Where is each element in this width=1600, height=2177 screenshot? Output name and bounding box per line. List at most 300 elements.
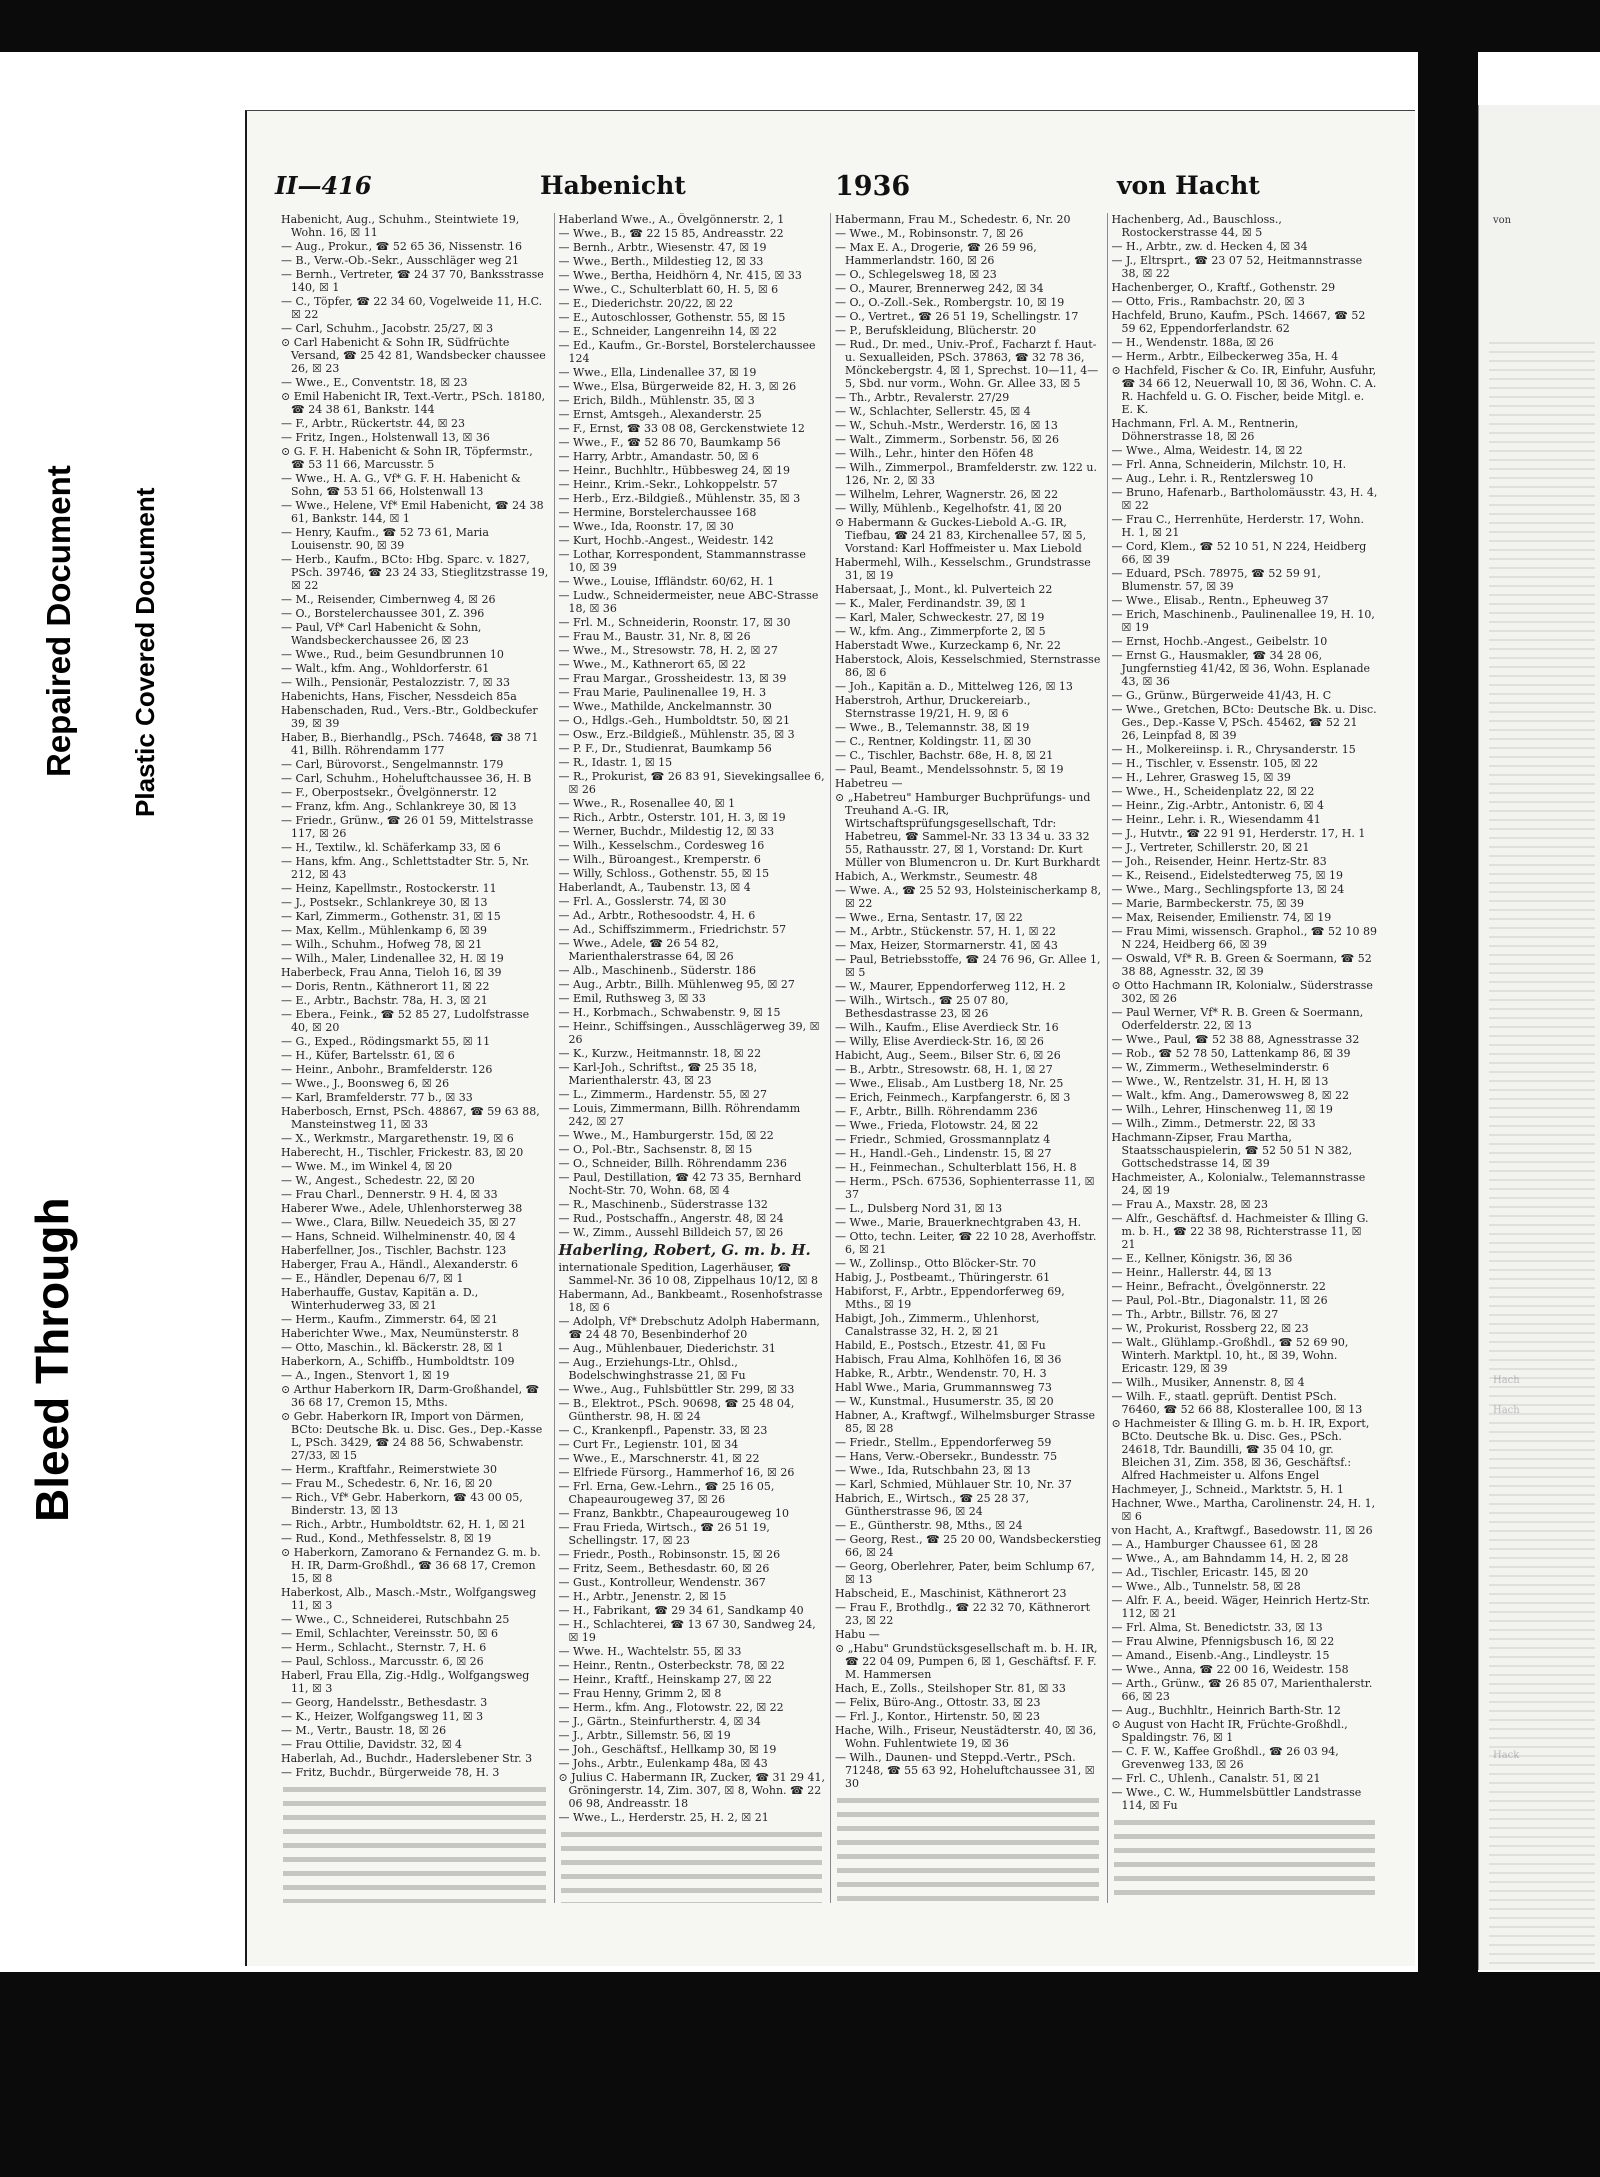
directory-entry: — Henry, Kaufm., ☎ 52 73 61, Maria Louisenstr. 90, ☒ 39 bbox=[281, 526, 489, 552]
directory-entry: — Paul, Destillation, ☎ 42 73 35, Bernhard Nocht-Str. 70, Wohn. 68, ☒ 4 bbox=[558, 1171, 802, 1197]
directory-entry: — Heinr., Rentn., Osterbeckstr. 78, ☒ 22 bbox=[558, 1659, 785, 1672]
label-plastic-covered-document: Plastic Covered Document bbox=[130, 487, 160, 817]
directory-entry: — Rich., Arbtr., Osterstr. 101, H. 3, ☒ 19 bbox=[558, 811, 786, 824]
directory-entry: — Wwe., Elisab., Am Lustberg 18, Nr. 25 bbox=[835, 1077, 1064, 1090]
directory-entry: — Frl. C., Uhlenh., Canalstr. 51, ☒ 21 bbox=[1111, 1772, 1321, 1785]
directory-entry: Habetreu — bbox=[835, 777, 903, 790]
directory-entry: — Wwe., Adele, ☎ 26 54 82, Marienthalerstrasse 64, ☒ 26 bbox=[558, 937, 734, 963]
directory-entry: — Frau Charl., Dennerstr. 9 H. 4, ☒ 33 bbox=[281, 1188, 498, 1201]
directory-entry: — Wwe., Louise, Iffländstr. 60/62, H. 1 bbox=[558, 575, 775, 588]
directory-entry: — Aug., Buchhltr., Heinrich Barth-Str. 12 bbox=[1111, 1704, 1341, 1717]
directory-entry: — E., Diederichstr. 20/22, ☒ 22 bbox=[558, 297, 734, 310]
directory-entry: — Arth., Grünw., ☎ 26 85 07, Marienthalerstr. 66, ☒ 23 bbox=[1111, 1677, 1373, 1703]
directory-entry: — Herm., Arbtr., Eilbeckerweg 35a, H. 4 bbox=[1111, 350, 1339, 363]
directory-entry: — O., Borstelerchaussee 301, Z. 396 bbox=[281, 607, 485, 620]
directory-entry: — Herm., Kaufm., Zimmerstr. 64, ☒ 21 bbox=[281, 1313, 498, 1326]
directory-entry: — Wwe., Frieda, Flotowstr. 24, ☒ 22 bbox=[835, 1119, 1039, 1132]
directory-entry: Habenschaden, Rud., Vers.-Btr., Goldbeckufer 39, ☒ 39 bbox=[281, 704, 538, 730]
directory-entry: ⊙ Hachfeld, Fischer & Co. IR, Einfuhr, Ausfuhr, ☎ 34 66 12, Neuerwall 10, ☒ 36, Wohn. C. A. R. Hachfeld u. G. O. Fischer, beide Mitgl. e. E. K. bbox=[1111, 364, 1377, 416]
directory-entry: — W., Zollinsp., Otto Blöcker-Str. 70 bbox=[835, 1257, 1036, 1270]
directory-entry: — Frl. Anna, Schneiderin, Milchstr. 10, H. bbox=[1111, 458, 1347, 471]
directory-entry: — Otto, techn. Leiter, ☎ 22 10 28, Averhoffstr. 6, ☒ 21 bbox=[835, 1230, 1097, 1256]
directory-entry: — C., Töpfer, ☎ 22 34 60, Vogelweide 11, H.C. ☒ 22 bbox=[281, 295, 543, 321]
directory-entry: Habiforst, F., Arbtr., Eppendorferweg 69, Mths., ☒ 19 bbox=[835, 1285, 1065, 1311]
directory-entry: — Max E. A., Drogerie, ☎ 26 59 96, Hammerlandstr. 160, ☒ 26 bbox=[835, 241, 1037, 267]
directory-entry: Haberkost, Alb., Masch.-Mstr., Wolfgangsweg 11, ☒ 3 bbox=[281, 1586, 537, 1612]
directory-entry: — Wilh., Kaufm., Elise Averdieck Str. 16 bbox=[835, 1021, 1059, 1034]
directory-entry: — Paul Werner, Vf* R. B. Green & Soermann, Oderfelderstr. 22, ☒ 13 bbox=[1111, 1006, 1364, 1032]
directory-entry: — Frau F., Brothdlg., ☎ 22 32 70, Käthnerort 23, ☒ 22 bbox=[835, 1601, 1091, 1627]
directory-entry: Hachmeister, A., Kolonialw., Telemannstrasse 24, ☒ 19 bbox=[1111, 1171, 1366, 1197]
directory-entry: — F., Arbtr., Rückertstr. 44, ☒ 23 bbox=[281, 417, 465, 430]
directory-entry: — Wwe., C., Schulterblatt 60, H. 5, ☒ 6 bbox=[558, 283, 779, 296]
directory-entry: — Marie, Barmbeckerstr. 75, ☒ 39 bbox=[1111, 897, 1305, 910]
directory-entry: Haberstadt Wwe., Kurzeckamp 6, Nr. 22 bbox=[835, 639, 1061, 652]
directory-entry: Haberfellner, Jos., Tischler, Bachstr. 123 bbox=[281, 1244, 507, 1257]
directory-entry: — W., Schuh.-Mstr., Werderstr. 16, ☒ 13 bbox=[835, 419, 1058, 432]
directory-entry: — Erich, Feinmech., Karpfangerstr. 6, ☒ 3 bbox=[835, 1091, 1071, 1104]
directory-entry: Habrich, E., Wirtsch., ☎ 25 28 37, Güntherstrasse 96, ☒ 24 bbox=[835, 1492, 1030, 1518]
directory-entry: — Karl, Schmied, Mühlauer Str. 10, Nr. 37 bbox=[835, 1478, 1072, 1491]
directory-entry: — Wilh., Pensionär, Pestalozzistr. 7, ☒ 33 bbox=[281, 676, 510, 689]
directory-entry: — Wwe., F., ☎ 52 86 70, Baumkamp 56 bbox=[558, 436, 781, 449]
directory-entry: — Wwe., L., Herderstr. 25, H. 2, ☒ 21 bbox=[558, 1811, 769, 1824]
directory-entry: — Wilh. F., staatl. geprüft. Dentist PSch. 76460, ☎ 52 66 88, Klosterallee 100, ☒ 13 bbox=[1111, 1390, 1363, 1416]
directory-entry: — W., Schlachter, Sellerstr. 45, ☒ 4 bbox=[835, 405, 1031, 418]
directory-entry: — Wwe., Rud., beim Gesundbrunnen 10 bbox=[281, 648, 504, 661]
directory-entry: — H., Arbtr., Jenenstr. 2, ☒ 15 bbox=[558, 1590, 727, 1603]
adjacent-page-lines bbox=[1489, 335, 1595, 1970]
directory-entry: — Frl. Erna, Gew.-Lehrn., ☎ 25 16 05, Chapeaurougeweg 37, ☒ 26 bbox=[558, 1480, 775, 1506]
directory-entry: — Paul, Beamt., Mendelssohnstr. 5, ☒ 19 bbox=[835, 763, 1064, 776]
entry-columns bbox=[277, 213, 1383, 1903]
directory-entry: — Wwe., Ella, Lindenallee 37, ☒ 19 bbox=[558, 366, 757, 379]
directory-entry: — Rich., Arbtr., Humboldtstr. 62, H. 1, ☒ 21 bbox=[281, 1518, 527, 1531]
directory-entry: — W., Angest., Schedestr. 22, ☒ 20 bbox=[281, 1174, 475, 1187]
directory-entry: — Heinr., Zig.-Arbtr., Antonistr. 6, ☒ 4 bbox=[1111, 799, 1324, 812]
directory-entry: — Eduard, PSch. 78975, ☎ 52 59 91, Blumenstr. 57, ☒ 39 bbox=[1111, 567, 1321, 593]
directory-entry: — J., Postsekr., Schlankreye 30, ☒ 13 bbox=[281, 896, 488, 909]
directory-entry: — E., Güntherstr. 98, Mths., ☒ 24 bbox=[835, 1519, 1023, 1532]
directory-entry: — E., Arbtr., Bachstr. 78a, H. 3, ☒ 21 bbox=[281, 994, 488, 1007]
directory-entry: — Karl, Bramfelderstr. 77 b., ☒ 33 bbox=[281, 1091, 473, 1104]
directory-entry: — Max, Heizer, Stormarnerstr. 41, ☒ 43 bbox=[835, 939, 1058, 952]
directory-entry: — Elfriede Fürsorg., Hammerhof 16, ☒ 26 bbox=[558, 1466, 795, 1479]
directory-entry: — C., Tischler, Bachstr. 68e, H. 8, ☒ 21 bbox=[835, 749, 1054, 762]
directory-entry: — Amand., Eisenb.-Ang., Lindleystr. 15 bbox=[1111, 1649, 1330, 1662]
directory-entry: — Aug., Prokur., ☎ 52 65 36, Nissenstr. 16 bbox=[281, 240, 522, 253]
directory-entry: — Hans, Verw.-Obersekr., Bundesstr. 75 bbox=[835, 1450, 1058, 1463]
directory-entry: — Wilh., Maler, Lindenallee 32, H. ☒ 19 bbox=[281, 952, 504, 965]
directory-entry: Haberling, Robert, G. m. b. H. bbox=[558, 1241, 811, 1259]
adjacent-page-text: von bbox=[1493, 215, 1512, 226]
directory-entry: — W., Zimm., Aussehl Billdeich 57, ☒ 26 bbox=[558, 1226, 784, 1239]
directory-entry: — Bernh., Vertreter, ☎ 24 37 70, Banksstrasse 140, ☒ 1 bbox=[281, 268, 544, 294]
directory-entry: — Friedr., Stellm., Eppendorferweg 59 bbox=[835, 1436, 1052, 1449]
directory-entry: — Wwe., W., Rentzelstr. 31, H. H, ☒ 13 bbox=[1111, 1075, 1329, 1088]
directory-entry: — Willy, Mühlenb., Kegelhofstr. 41, ☒ 20 bbox=[835, 502, 1062, 515]
directory-entry: — Wwe., E., Marschnerstr. 41, ☒ 22 bbox=[558, 1452, 760, 1465]
directory-entry: — W., Maurer, Eppendorferweg 112, H. 2 bbox=[835, 980, 1066, 993]
directory-entry: — A., Hamburger Chaussee 61, ☒ 28 bbox=[1111, 1538, 1318, 1551]
directory-entry: — Doris, Rentn., Käthnerort 11, ☒ 22 bbox=[281, 980, 490, 993]
directory-entry: — Frau Mimi, wissensch. Graphol., ☎ 52 10 89 N 224, Heidberg 66, ☒ 39 bbox=[1111, 925, 1377, 951]
directory-entry: — E., Schneider, Langenreihn 14, ☒ 22 bbox=[558, 325, 777, 338]
directory-entry: — Fritz, Seem., Bethesdastr. 60, ☒ 26 bbox=[558, 1562, 770, 1575]
directory-entry: — Walt., kfm. Ang., Damerowsweg 8, ☒ 22 bbox=[1111, 1089, 1350, 1102]
directory-entry: — Paul, Betriebsstoffe, ☎ 24 76 96, Gr. Allee 1, ☒ 5 bbox=[835, 953, 1101, 979]
directory-entry: — F., Oberpostsekr., Övelgönnerstr. 12 bbox=[281, 786, 497, 799]
directory-entry: — Aug., Erziehungs-Ltr., Ohlsd., Bodelschwinghstrasse 21, ☒ Fu bbox=[558, 1356, 746, 1382]
directory-entry: — Walt., Glühlamp.-Großhdl., ☎ 52 69 90, Winterh. Marktpl. 10, ht., ☒ 39, Wohn. Ericastr. 129, ☒ 39 bbox=[1111, 1336, 1349, 1375]
directory-entry: — Georg, Handelsstr., Bethesdastr. 3 bbox=[281, 1696, 488, 1709]
directory-entry: Haberlandt, A., Taubenstr. 13, ☒ 4 bbox=[558, 881, 751, 894]
label-bleed-through: Bleed Through bbox=[26, 1197, 78, 1522]
directory-entry: — Ludw., Schneidermeister, neue ABC-Strasse 18, ☒ 36 bbox=[558, 589, 819, 615]
directory-entry: — H., Tischler, v. Essenstr. 105, ☒ 22 bbox=[1111, 757, 1319, 770]
directory-entry: Habenicht, Aug., Schuhm., Steintwiete 19, Wohn. 16, ☒ 11 bbox=[281, 213, 520, 239]
directory-entry: — Willy, Elise Averdieck-Str. 16, ☒ 26 bbox=[835, 1035, 1044, 1048]
directory-entry: — Wwe., Alb., Tunnelstr. 58, ☒ 28 bbox=[1111, 1580, 1301, 1593]
directory-entry: — Fritz, Buchdr., Bürgerweide 78, H. 3 bbox=[281, 1766, 500, 1779]
directory-entry: — Heinr., Befracht., Övelgönnerstr. 22 bbox=[1111, 1280, 1326, 1293]
directory-entry: — Th., Arbtr., Billstr. 76, ☒ 27 bbox=[1111, 1308, 1279, 1321]
directory-entry: — Max, Kellm., Mühlenkamp 6, ☒ 39 bbox=[281, 924, 487, 937]
directory-entry: — O., Maurer, Brennerweg 242, ☒ 34 bbox=[835, 282, 1044, 295]
directory-entry: ⊙ August von Hacht IR, Früchte-Großhdl., Spaldingstr. 76, ☒ 1 bbox=[1111, 1718, 1348, 1744]
directory-entry: — Ad., Schiffszimmerm., Friedrichstr. 57 bbox=[558, 923, 787, 936]
directory-entry: — M., Arbtr., Stückenstr. 57, H. 1, ☒ 22 bbox=[835, 925, 1056, 938]
directory-entry: — Wwe., M., Kathnerort 65, ☒ 22 bbox=[558, 658, 746, 671]
page-header bbox=[275, 171, 1385, 205]
directory-entry: Habscheid, E., Maschinist, Käthnerort 23 bbox=[835, 1587, 1067, 1600]
directory-entry: — W., Prokurist, Rossberg 22, ☒ 23 bbox=[1111, 1322, 1309, 1335]
directory-entry: — Hans, Schneid. Wilhelminenstr. 40, ☒ 4 bbox=[281, 1230, 516, 1243]
directory-entry: — Wwe., Alma, Weidestr. 14, ☒ 22 bbox=[1111, 444, 1303, 457]
directory-entry: — Friedr., Posth., Robinsonstr. 15, ☒ 26 bbox=[558, 1548, 781, 1561]
directory-entry: — Otto, Fris., Rambachstr. 20, ☒ 3 bbox=[1111, 295, 1305, 308]
column-2 bbox=[554, 213, 831, 1903]
directory-entry: — H., Feinmechan., Schulterblatt 156, H. 8 bbox=[835, 1161, 1077, 1174]
directory-entry: — Ad., Arbtr., Rothesoodstr. 4, H. 6 bbox=[558, 909, 756, 922]
page-title: Habenicht bbox=[540, 171, 686, 200]
directory-entry: — Georg, Oberlehrer, Pater, beim Schlump 67, ☒ 13 bbox=[835, 1560, 1095, 1586]
directory-entry: — Frau Frieda, Wirtsch., ☎ 26 51 19, Schellingstr. 17, ☒ 23 bbox=[558, 1521, 770, 1547]
directory-entry: ⊙ Gebr. Haberkorn IR, Import von Därmen, BCto: Deutsche Bk. u. Disc. Ges., Dep.-Kasse L, PSch. 3429, ☎ 24 88 56, Schwabenstr. 27/33, ☒ 15 bbox=[281, 1410, 543, 1462]
directory-entry: — Lothar, Korrespondent, Stammannstrasse 10, ☒ 39 bbox=[558, 548, 806, 574]
directory-entry: — H., Fabrikant, ☎ 29 34 61, Sandkamp 40 bbox=[558, 1604, 804, 1617]
directory-entry: ⊙ Hachmeister & Illing G. m. b. H. IR, Export, BCto. Deutsche Bk. u. Disc. Ges., PSch. 24618, Tdr. Baundilli, ☎ 35 04 10, gr. Bleichen 31, Zim. 358, ☒ 36, Geschäftsf.: Alfred Hachmeister u. Alfons Engel bbox=[1111, 1417, 1370, 1482]
directory-entry: — Wwe., C. W., Hummelsbüttler Landstrasse 114, ☒ Fu bbox=[1111, 1786, 1362, 1812]
directory-entry: — H., Schlachterei, ☎ 13 67 30, Sandweg 24, ☒ 19 bbox=[558, 1618, 816, 1644]
directory-entry: — Wwe., Berth., Mildestieg 12, ☒ 33 bbox=[558, 255, 764, 268]
directory-entry: — Georg, Rest., ☎ 25 20 00, Wandsbeckerstieg 66, ☒ 24 bbox=[835, 1533, 1102, 1559]
directory-entry: — Th., Arbtr., Revalerstr. 27/29 bbox=[835, 391, 1010, 404]
directory-entry: — Wwe., H. A. G., Vf* G. F. H. Habenicht & Sohn, ☎ 53 51 66, Holstenwall 13 bbox=[281, 472, 521, 498]
page-range: von Hacht bbox=[1117, 171, 1260, 200]
label-repaired-document: Repaired Document bbox=[40, 465, 77, 777]
directory-entry: ⊙ „Habetreu" Hamburger Buchprüfungs- und Treuhand A.-G. IR, Wirtschaftsprüfungsgesellschaft, Tdr: Habetreu, ☎ Sammel-Nr. 33 13 34 u. 33 32 55, Rathausstr. 27, ☒ 1, Vorstand: Dr. Kurt Müller von Blumencron u. Dr. Kurt Burkhardt bbox=[835, 791, 1101, 869]
directory-entry: — Wwe., Marie, Brauerknechtgraben 43, H. bbox=[835, 1216, 1082, 1229]
directory-entry: — Oswald, Vf* R. B. Green & Soermann, ☎ 52 38 88, Agnesstr. 32, ☒ 39 bbox=[1111, 952, 1372, 978]
directory-entry: — Johs., Arbtr., Eulenkamp 48a, ☒ 43 bbox=[558, 1757, 768, 1770]
directory-entry: — Wilh., Zimmerpol., Bramfelderstr. zw. 122 u. 126, Nr. 2, ☒ 33 bbox=[835, 461, 1098, 487]
directory-entry: — Wilh., Daunen- und Steppd.-Vertr., PSch. 71248, ☎ 55 63 92, Hoheluftchaussee 31, ☒ 30 bbox=[835, 1751, 1095, 1790]
directory-entry: — Joh., Reisender, Heinr. Hertz-Str. 83 bbox=[1111, 855, 1327, 868]
directory-entry: Habermehl, Wilh., Kesselschm., Grundstrasse 31, ☒ 19 bbox=[835, 556, 1091, 582]
directory-entry: — O., Schlegelsweg 18, ☒ 23 bbox=[835, 268, 997, 281]
directory-entry: — Carl, Schuhm., Jacobstr. 25/27, ☒ 3 bbox=[281, 322, 494, 335]
directory-entry: — Wwe., Ida, Rutschbahn 23, ☒ 13 bbox=[835, 1464, 1031, 1477]
directory-entry: — Rich., Vf* Gebr. Haberkorn, ☎ 43 00 05, Binderstr. 13, ☒ 13 bbox=[281, 1491, 523, 1517]
directory-entry: — K., Reisend., Eidelstedterweg 75, ☒ 19 bbox=[1111, 869, 1344, 882]
directory-entry: — R., Maschinenb., Süderstrasse 132 bbox=[558, 1198, 768, 1211]
directory-entry: — O., Pol.-Btr., Sachsenstr. 8, ☒ 15 bbox=[558, 1143, 753, 1156]
directory-entry: Hachenberger, O., Kraftf., Gothenstr. 29 bbox=[1111, 281, 1336, 294]
directory-entry: — J., Hutvtr., ☎ 22 91 91, Herderstr. 17, H. 1 bbox=[1111, 827, 1366, 840]
directory-entry: — H., Lehrer, Grasweg 15, ☒ 39 bbox=[1111, 771, 1291, 784]
scan-border-top bbox=[0, 0, 1600, 52]
directory-entry: Habig, J., Postbeamt., Thüringerstr. 61 bbox=[835, 1271, 1051, 1284]
directory-entry: — Frl. M., Schneiderin, Roonstr. 17, ☒ 30 bbox=[558, 616, 791, 629]
scan-gutter bbox=[1418, 0, 1478, 2177]
directory-entry: — Wwe., Gretchen, BCto: Deutsche Bk. u. Disc. Ges., Dep.-Kasse V, PSch. 45462, ☎ 52 21 26, Leinpfad 8, ☒ 39 bbox=[1111, 703, 1377, 742]
directory-entry: — Wilh., Kesselschm., Cordesweg 16 bbox=[558, 839, 765, 852]
directory-entry: — Bruno, Hafenarb., Bartholomäusstr. 43, H. 4, ☒ 22 bbox=[1111, 486, 1378, 512]
directory-entry: — P. F., Dr., Studienrat, Baumkamp 56 bbox=[558, 742, 772, 755]
directory-entry: — Heinr., Krim.-Sekr., Lohkoppelstr. 57 bbox=[558, 478, 778, 491]
directory-entry: — H., Arbtr., zw. d. Hecken 4, ☒ 34 bbox=[1111, 240, 1308, 253]
directory-entry: — Ebera., Feink., ☎ 52 85 27, Ludolfstrasse 40, ☒ 20 bbox=[281, 1008, 530, 1034]
page-year: 1936 bbox=[835, 171, 911, 202]
directory-entry: — Cord, Klem., ☎ 52 10 51, N 224, Heidberg 66, ☒ 39 bbox=[1111, 540, 1367, 566]
directory-entry: — X., Werkmstr., Margarethenstr. 19, ☒ 6 bbox=[281, 1132, 514, 1145]
directory-entry: — Joh., Geschäftsf., Hellkamp 30, ☒ 19 bbox=[558, 1743, 777, 1756]
directory-entry: — Wwe., Erna, Sentastr. 17, ☒ 22 bbox=[835, 911, 1023, 924]
directory-entry: von Hacht, A., Kraftwgf., Basedowstr. 11, ☒ 26 bbox=[1111, 1524, 1373, 1537]
directory-entry: — Herm., PSch. 67536, Sophienterrasse 11, ☒ 37 bbox=[835, 1175, 1095, 1201]
directory-entry: — Heinr., Hallerstr. 44, ☒ 13 bbox=[1111, 1266, 1272, 1279]
directory-entry: — W., kfm. Ang., Zimmerpforte 2, ☒ 5 bbox=[835, 625, 1046, 638]
directory-entry: ⊙ Julius C. Habermann IR, Zucker, ☎ 31 29 41, Gröningerstr. 14, Zim. 307, ☒ 8, Wohn. ☎ 22 06 98, Andreasstr. 18 bbox=[558, 1771, 826, 1810]
directory-entry: Haber, B., Bierhandlg., PSch. 74648, ☎ 38 71 41, Billh. Röhrendamm 177 bbox=[281, 731, 539, 757]
directory-entry: — E., Kellner, Königstr. 36, ☒ 36 bbox=[1111, 1252, 1293, 1265]
directory-entry: — H., Korbmach., Schwabenstr. 9, ☒ 15 bbox=[558, 1006, 781, 1019]
directory-entry: — F., Arbtr., Billh. Röhrendamm 236 bbox=[835, 1105, 1038, 1118]
directory-entry: — H., Wendenstr. 188a, ☒ 26 bbox=[1111, 336, 1274, 349]
directory-entry: Habu — bbox=[835, 1628, 880, 1641]
directory-entry: — Wwe., Elisab., Rentn., Epheuweg 37 bbox=[1111, 594, 1329, 607]
directory-entry: — O., Schneider, Billh. Röhrendamm 236 bbox=[558, 1157, 787, 1170]
directory-entry: — Wwe., M., Stresowstr. 78, H. 2, ☒ 27 bbox=[558, 644, 778, 657]
directory-entry: — Herm., Schlacht., Sternstr. 7, H. 6 bbox=[281, 1641, 487, 1654]
directory-entry: — Wwe., B., ☎ 22 15 85, Andreasstr. 22 bbox=[558, 227, 784, 240]
directory-entry: — Ad., Tischler, Ericastr. 145, ☒ 20 bbox=[1111, 1566, 1309, 1579]
directory-entry: — Wwe., M., Robinsonstr. 7, ☒ 26 bbox=[835, 227, 1024, 240]
directory-entry: — Frau Margar., Grossheidestr. 13, ☒ 39 bbox=[558, 672, 787, 685]
directory-entry: — B., Elektrot., PSch. 90698, ☎ 25 48 04, Güntherstr. 98, H. ☒ 24 bbox=[558, 1397, 795, 1423]
directory-entry: ⊙ „Habu" Grundstücksgesellschaft m. b. H. IR, ☎ 22 04 09, Pumpen 6, ☒ 1, Geschäftsf. F. F. M. Hammersen bbox=[835, 1642, 1098, 1681]
directory-entry: — H., Handl.-Geh., Lindenstr. 15, ☒ 27 bbox=[835, 1147, 1052, 1160]
directory-entry: — Walt., kfm. Ang., Wohldorferstr. 61 bbox=[281, 662, 490, 675]
column-3 bbox=[830, 213, 1107, 1903]
directory-entry: — Kurt, Hochb.-Angest., Weidestr. 142 bbox=[558, 534, 774, 547]
directory-entry: — R., Idastr. 1, ☒ 15 bbox=[558, 756, 673, 769]
directory-entry: — Franz, Bankbtr., Chapeaurougeweg 10 bbox=[558, 1507, 789, 1520]
directory-entry: — K., Heizer, Wolfgangsweg 11, ☒ 3 bbox=[281, 1710, 484, 1723]
directory-entry: Habicht, Aug., Seem., Bilser Str. 6, ☒ 26 bbox=[835, 1049, 1061, 1062]
directory-entry: ⊙ Otto Hachmann IR, Kolonialw., Süderstrasse 302, ☒ 26 bbox=[1111, 979, 1373, 1005]
directory-entry: — K., Kurzw., Heitmannstr. 18, ☒ 22 bbox=[558, 1047, 762, 1060]
directory-entry: Hachmann-Zipser, Frau Martha, Staatsschauspielerin, ☎ 52 50 51 N 382, Gottschedstrasse 14, ☒ 39 bbox=[1111, 1131, 1353, 1170]
directory-entry: — Ernst G., Hausmakler, ☎ 34 28 06, Jungfernstieg 41/42, ☒ 36, Wohn. Esplanade 43, ☒ 36 bbox=[1111, 649, 1371, 688]
directory-entry: — Rob., ☎ 52 78 50, Lattenkamp 86, ☒ 39 bbox=[1111, 1047, 1351, 1060]
directory-entry: Haberger, Frau A., Händl., Alexanderstr. 6 bbox=[281, 1258, 519, 1271]
directory-entry: — Frl. J., Kontor., Hirtenstr. 50, ☒ 23 bbox=[835, 1710, 1040, 1723]
directory-entry: — Friedr., Schmied, Grossmannplatz 4 bbox=[835, 1133, 1051, 1146]
directory-entry: Habisch, Frau Alma, Kohlhöfen 16, ☒ 36 bbox=[835, 1353, 1062, 1366]
directory-entry: ⊙ Arthur Haberkorn IR, Darm-Großhandel, ☎ 36 68 17, Cremon 15, Mths. bbox=[281, 1383, 540, 1409]
directory-entry: — Heinr., Lehr. i. R., Wiesendamm 41 bbox=[1111, 813, 1321, 826]
adjacent-page-edge bbox=[1478, 105, 1600, 1970]
directory-entry: — Emil, Schlachter, Vereinsstr. 50, ☒ 6 bbox=[281, 1627, 498, 1640]
directory-entry: Haberer Wwe., Adele, Uhlenhorsterweg 38 bbox=[281, 1202, 523, 1215]
directory-entry: Habersaat, J., Mont., kl. Pulverteich 22 bbox=[835, 583, 1053, 596]
directory-entry: — Wwe., Paul, ☎ 52 38 88, Agnesstrasse 32 bbox=[1111, 1033, 1360, 1046]
directory-entry: Hachfeld, Bruno, Kaufm., PSch. 14667, ☎ 52 59 62, Eppendorferlandstr. 62 bbox=[1111, 309, 1366, 335]
directory-entry: — Paul, Vf* Carl Habenicht & Sohn, Wandsbeckerchaussee 26, ☒ 23 bbox=[281, 621, 482, 647]
directory-entry: — Wwe., Helene, Vf* Emil Habenicht, ☎ 24 38 61, Bankstr. 144, ☒ 1 bbox=[281, 499, 544, 525]
directory-entry: — Gust., Kontrolleur, Wendenstr. 367 bbox=[558, 1576, 766, 1589]
directory-entry: — Heinr., Buchhltr., Hübbesweg 24, ☒ 19 bbox=[558, 464, 790, 477]
directory-entry: — Wilh., Lehrer, Hinschenweg 11, ☒ 19 bbox=[1111, 1103, 1333, 1116]
directory-entry: — Carl, Bürovorst., Sengelmannstr. 179 bbox=[281, 758, 504, 771]
directory-entry: — Wilh., Zimm., Detmerstr. 22, ☒ 33 bbox=[1111, 1117, 1316, 1130]
directory-entry: Habermann, Ad., Bankbeamt., Rosenhofstrasse 18, ☒ 6 bbox=[558, 1288, 823, 1314]
directory-entry: — Wwe., Bertha, Heidhörn 4, Nr. 415, ☒ 33 bbox=[558, 269, 802, 282]
directory-entry: Haberland Wwe., A., Övelgönnerstr. 2, 1 bbox=[558, 213, 785, 226]
directory-entry: — Herm., kfm. Ang., Flotowstr. 22, ☒ 22 bbox=[558, 1701, 784, 1714]
directory-entry: — W., Kunstmal., Husumerstr. 35, ☒ 20 bbox=[835, 1395, 1054, 1408]
directory-entry: — Aug., Mühlenbauer, Diederichstr. 31 bbox=[558, 1342, 776, 1355]
directory-entry: — Wwe., Aug., Fuhlsbüttler Str. 299, ☒ 33 bbox=[558, 1383, 795, 1396]
directory-entry: internationale Spedition, Lagerhäuser, ☎ Sammel-Nr. 36 10 08, Zippelhaus 10/12, ☒ 8 bbox=[558, 1261, 819, 1287]
directory-entry: — L., Zimmerm., Hardenstr. 55, ☒ 27 bbox=[558, 1088, 768, 1101]
directory-entry: — G., Grünw., Bürgerweide 41/43, H. C bbox=[1111, 689, 1332, 702]
directory-entry: — H., Textilw., kl. Schäferkamp 33, ☒ 6 bbox=[281, 841, 501, 854]
directory-entry: — Herb., Erz.-Bildgieß., Mühlenstr. 35, ☒ 3 bbox=[558, 492, 801, 505]
directory-entry: — Wwe., Anna, ☎ 22 00 16, Weidestr. 158 bbox=[1111, 1663, 1349, 1676]
directory-entry: — Adolph, Vf* Drebschutz Adolph Habermann, ☎ 24 48 70, Besenbinderhof 20 bbox=[558, 1315, 820, 1341]
directory-entry: — Wilh., Musiker, Annenstr. 8, ☒ 4 bbox=[1111, 1376, 1305, 1389]
directory-entry: — L., Dulsberg Nord 31, ☒ 13 bbox=[835, 1202, 1003, 1215]
directory-entry: Habigt, Joh., Zimmerm., Uhlenhorst, Canalstrasse 32, H. 2, ☒ 21 bbox=[835, 1312, 1040, 1338]
column-4 bbox=[1107, 213, 1384, 1903]
directory-entry: — Wwe., Mathilde, Anckelmannstr. 30 bbox=[558, 700, 772, 713]
directory-entry: — Wwe., Marg., Sechlingspforte 13, ☒ 24 bbox=[1111, 883, 1345, 896]
directory-entry: — Herb., Kaufm., BCto: Hbg. Sparc. v. 1827, PSch. 39746, ☎ 23 24 33, Stieglitzstrasse 19, ☒ 22 bbox=[281, 553, 549, 592]
directory-entry: — C., Krankenpfl., Papenstr. 33, ☒ 23 bbox=[558, 1424, 768, 1437]
directory-entry: Hachenberg, Ad., Bauschloss., Rostockerstrasse 44, ☒ 5 bbox=[1111, 213, 1282, 239]
directory-entry: — Wwe., C., Schneiderei, Rutschbahn 25 bbox=[281, 1613, 510, 1626]
directory-entry: — Wilh., Schuhm., Hofweg 78, ☒ 21 bbox=[281, 938, 483, 951]
directory-entry: Haberl, Frau Ella, Zig.-Hdlg., Wolfgangsweg 11, ☒ 3 bbox=[281, 1669, 530, 1695]
directory-entry: — Heinz, Kapellmstr., Rostockerstr. 11 bbox=[281, 882, 497, 895]
directory-entry: — Alb., Maschinenb., Süderstr. 186 bbox=[558, 964, 756, 977]
directory-entry: — C. F. W., Kaffee Großhdl., ☎ 26 03 94, Grevenweg 133, ☒ 26 bbox=[1111, 1745, 1339, 1771]
directory-entry: — O., Vertret., ☎ 26 51 19, Schellingstr. 17 bbox=[835, 310, 1079, 323]
directory-entry: Haberstock, Alois, Kesselschmied, Sternstrasse 86, ☒ 6 bbox=[835, 653, 1101, 679]
directory-entry: ⊙ G. F. H. Habenicht & Sohn IR, Töpfermstr., ☎ 53 11 66, Marcusstr. 5 bbox=[281, 445, 533, 471]
directory-entry: — Frau C., Herrenhüte, Herderstr. 17, Wohn. H. 1, ☒ 21 bbox=[1111, 513, 1364, 539]
directory-entry: Habke, R., Arbtr., Wendenstr. 70, H. 3 bbox=[835, 1367, 1047, 1380]
directory-entry: — Frl. A., Gosslerstr. 74, ☒ 30 bbox=[558, 895, 727, 908]
directory-entry: — Frl. Alma, St. Benedictstr. 33, ☒ 13 bbox=[1111, 1621, 1323, 1634]
directory-entry: — M., Reisender, Cimbernweg 4, ☒ 26 bbox=[281, 593, 496, 606]
directory-entry: — Wwe., B., Telemannstr. 38, ☒ 19 bbox=[835, 721, 1030, 734]
directory-entry: — E., Autoschlosser, Gothenstr. 55, ☒ 15 bbox=[558, 311, 786, 324]
directory-entry: — Frau Alwine, Pfennigsbusch 16, ☒ 22 bbox=[1111, 1635, 1335, 1648]
directory-entry: — Wwe., E., Conventstr. 18, ☒ 23 bbox=[281, 376, 468, 389]
directory-entry: — F., Ernst, ☎ 33 08 08, Gerckenstwiete 12 bbox=[558, 422, 805, 435]
directory-entry: — B., Arbtr., Stresowstr. 68, H. 1, ☒ 27 bbox=[835, 1063, 1053, 1076]
directory-entry: — M., Vertr., Baustr. 18, ☒ 26 bbox=[281, 1724, 447, 1737]
directory-entry: — Alfr., Geschäftsf. d. Hachmeister & Illing G. m. b. H., ☎ 22 38 98, Richterstrasse 11, ☒ 21 bbox=[1111, 1212, 1369, 1251]
directory-entry: — Wwe. M., im Winkel 4, ☒ 20 bbox=[281, 1160, 453, 1173]
directory-entry: — Harry, Arbtr., Amandastr. 50, ☒ 6 bbox=[558, 450, 759, 463]
directory-entry: — Bernh., Arbtr., Wiesenstr. 47, ☒ 19 bbox=[558, 241, 767, 254]
directory-entry: — J., Arbtr., Sillemstr. 56, ☒ 19 bbox=[558, 1729, 731, 1742]
directory-entry: — Rud., Postschaffn., Angerstr. 48, ☒ 24 bbox=[558, 1212, 784, 1225]
directory-entry: — Paul, Pol.-Btr., Diagonalstr. 11, ☒ 26 bbox=[1111, 1294, 1328, 1307]
directory-entry: — Curt Fr., Legienstr. 101, ☒ 34 bbox=[558, 1438, 739, 1451]
directory-entry: — Frau M., Schedestr. 6, Nr. 16, ☒ 20 bbox=[281, 1477, 493, 1490]
directory-entry: Habl Wwe., Maria, Grummannsweg 73 bbox=[835, 1381, 1052, 1394]
directory-entry: — Wwe., Elsa, Bürgerweide 82, H. 3, ☒ 26 bbox=[558, 380, 797, 393]
directory-entry: — Hans, kfm. Ang., Schlettstadter Str. 5, Nr. 212, ☒ 43 bbox=[281, 855, 530, 881]
directory-entry: ⊙ Emil Habenicht IR, Text.-Vertr., PSch. 18180, ☎ 24 38 61, Bankstr. 144 bbox=[281, 390, 546, 416]
directory-entry: — Max, Reisender, Emilienstr. 74, ☒ 19 bbox=[1111, 911, 1332, 924]
directory-entry: Haberbosch, Ernst, PSch. 48867, ☎ 59 63 88, Mansteinstweg 11, ☒ 33 bbox=[281, 1105, 540, 1131]
directory-entry: — Wilh., Wirtsch., ☎ 25 07 80, Bethesdastrasse 23, ☒ 26 bbox=[835, 994, 1009, 1020]
scan-border-bottom bbox=[0, 1972, 1600, 2177]
directory-entry: — Erich, Bildh., Mühlenstr. 35, ☒ 3 bbox=[558, 394, 755, 407]
directory-entry: Haberlah, Ad., Buchdr., Haderslebener Str. 3 bbox=[281, 1752, 533, 1765]
directory-entry: — Osw., Erz.-Bildgieß., Mühlenstr. 35, ☒ 3 bbox=[558, 728, 795, 741]
directory-entry: — Wwe., M., Hamburgerstr. 15d, ☒ 22 bbox=[558, 1129, 774, 1142]
directory-entry: — G., Exped., Rödingsmarkt 55, ☒ 11 bbox=[281, 1035, 491, 1048]
directory-entry: — Wwe., Ida, Roonstr. 17, ☒ 30 bbox=[558, 520, 734, 533]
directory-entry: ⊙ Haberkorn, Zamorano & Fernandez G. m. b. H. IR, Darm-Großhdl., ☎ 36 68 17, Cremon 15, ☒ 8 bbox=[281, 1546, 541, 1585]
directory-entry: — P., Berufskleidung, Blücherstr. 20 bbox=[835, 324, 1037, 337]
directory-entry: — Werner, Buchdr., Mildestig 12, ☒ 33 bbox=[558, 825, 775, 838]
directory-entry: — H., Küfer, Bartelsstr. 61, ☒ 6 bbox=[281, 1049, 455, 1062]
directory-entry: — Frau A., Maxstr. 28, ☒ 23 bbox=[1111, 1198, 1268, 1211]
directory-entry: — Wwe. A., ☎ 25 52 93, Holsteinischerkamp 8, ☒ 22 bbox=[835, 884, 1102, 910]
directory-entry: Habenichts, Hans, Fischer, Nessdeich 85a bbox=[281, 690, 517, 703]
side-labels bbox=[0, 52, 245, 1972]
column-1 bbox=[277, 213, 554, 1903]
directory-entry: Haberbeck, Frau Anna, Tieloh 16, ☒ 39 bbox=[281, 966, 502, 979]
directory-entry: — Ed., Kaufm., Gr.-Borstel, Borstelerchaussee 124 bbox=[558, 339, 816, 365]
directory-entry: — Willy, Schloss., Gothenstr. 55, ☒ 15 bbox=[558, 867, 770, 880]
directory-entry: Habner, A., Kraftwgf., Wilhelmsburger Strasse 85, ☒ 28 bbox=[835, 1409, 1096, 1435]
directory-entry: — C., Rentner, Koldingstr. 11, ☒ 30 bbox=[835, 735, 1032, 748]
directory-page bbox=[245, 110, 1415, 1966]
directory-entry: — Aug., Arbtr., Billh. Mühlenweg 95, ☒ 27 bbox=[558, 978, 795, 991]
directory-entry: — Erich, Maschinenb., Paulinenallee 19, H. 10, ☒ 19 bbox=[1111, 608, 1375, 634]
directory-entry: — Walt., Zimmerm., Sorbenstr. 56, ☒ 26 bbox=[835, 433, 1060, 446]
